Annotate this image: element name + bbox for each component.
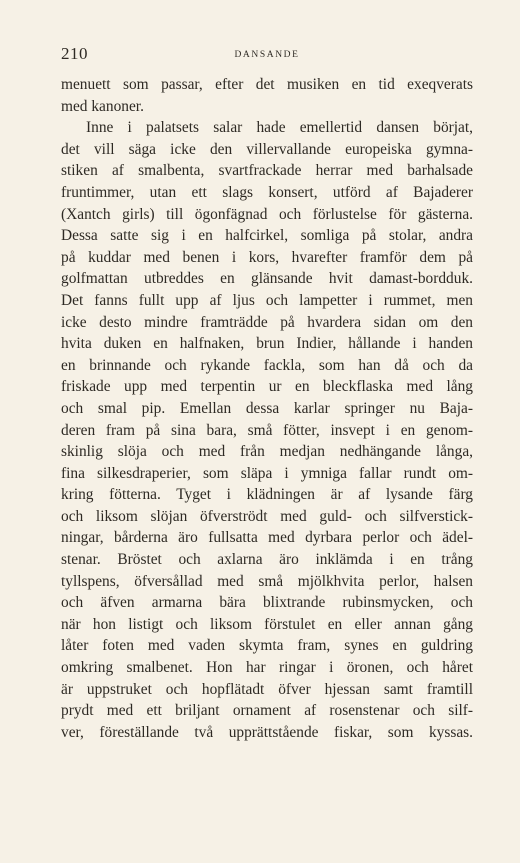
text-line: prydt med ett briljant ornament af rosenstenar och silf- — [61, 702, 473, 720]
text-line: friskade upp med terpentin ur en bleckflaska med lång — [61, 378, 473, 396]
text-line: på kuddar med benen i kors, hvarefter framför dem på — [61, 248, 473, 266]
text-line: stenar. Bröstet och axlarna äro inklämda i en trång — [61, 551, 473, 569]
text-line: en brinnande och rykande fackla, som han då och da — [61, 356, 473, 374]
text-line: hvita duken en halfnaken, brun Indier, hållande i handen — [61, 335, 473, 353]
text-line: skinlig slöja och med från medjan nedhängande långa, — [61, 443, 473, 461]
text-line: fruntimmer, utan ett slags konsert, utförd af Bajaderer — [61, 183, 473, 201]
text-line: låter foten med vaden skymta fram, synes en guldring — [61, 637, 473, 655]
text-line: (Xantch girls) till ögonfägnad och förlustelse för gästerna. — [61, 205, 473, 223]
text-line: när hon listigt och liksom förstulet en eller annan gång — [61, 615, 473, 633]
text-line: menuett som passar, efter det musiken en tid exeqverats — [61, 76, 473, 93]
text-line: och smal pip. Emellan dessa karlar springer nu Baja- — [61, 399, 473, 417]
text-line: Det fanns fullt upp af ljus och lampetter i rummet, men — [61, 291, 473, 309]
text-line: Inne i palatsets salar hade emellertid dansen börjat, — [86, 119, 473, 137]
text-line: golfmattan utbreddes en glänsande hvit damast-bordduk. — [61, 270, 473, 288]
text-line: kring fötterna. Tyget i klädningen är af lysande färg — [61, 486, 473, 504]
text-line: ver, föreställande två upprättstående fiskar, som kyssas. — [61, 723, 473, 741]
text-line: omkring smalbenet. Hon har ringar i öronen, och håret — [61, 659, 473, 677]
text-line: och äfven armarna bära blixtrande rubinsmycken, och — [61, 594, 473, 612]
text-line: fina silkesdraperier, som släpa i ymniga fallar rundt om- — [61, 464, 473, 482]
page-number: 210 — [61, 44, 88, 63]
text-line: och liksom slöjan öfverströdt med guld- och silfverstick- — [61, 507, 473, 525]
text-line: det vill säga icke den villervallande europeiska gymna- — [61, 140, 473, 158]
text-line: icke desto mindre framträdde på hvardera sidan om den — [61, 313, 473, 331]
text-line: är uppstruket och hopflätadt öfver hjessan samt framtill — [61, 680, 473, 698]
text-line: stiken af smalbenta, svartfrackade herrar med barhalsade — [61, 162, 473, 180]
text-line: Dessa satte sig i en halfcirkel, somliga på stolar, andra — [61, 227, 473, 245]
text-line: deren fram på sina bara, små fötter, insvept i en genom- — [61, 421, 473, 439]
text-line: med kanoner. — [61, 97, 144, 115]
body-text — [61, 74, 473, 743]
text-line: ningar, bårderna äro fullsatta med dyrbara perlor och ädel- — [61, 529, 473, 547]
text-line: tyllspens, öfversållad med små mjölkhvita perlor, halsen — [61, 572, 473, 590]
running-head: DANSANDE — [234, 50, 300, 60]
page-header — [61, 44, 473, 66]
